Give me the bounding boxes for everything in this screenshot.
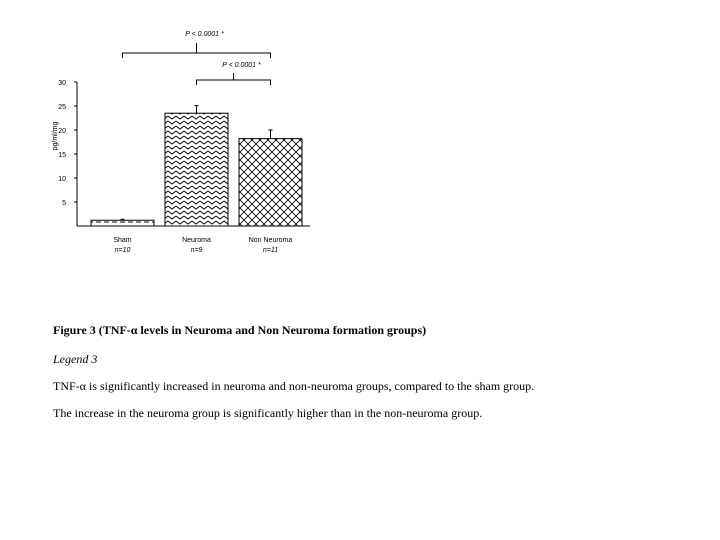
x-category-label: Neuroma <box>182 237 211 244</box>
x-axis-labels <box>113 237 292 254</box>
figure-title: Figure 3 (TNF-α levels in Neuroma and Non Neuroma formation groups) <box>53 323 427 337</box>
y-tick-label: 20 <box>58 128 66 135</box>
y-tick-label: 5 <box>62 200 66 207</box>
significance-bracket <box>197 80 271 85</box>
y-tick-label: 25 <box>58 104 66 111</box>
sample-size-label: n=10 <box>114 247 131 254</box>
sample-size-label: n=9 <box>190 247 203 254</box>
legend-line-1: TNF-α is significantly increased in neuroma and non-neuroma groups, compared to the sham group. <box>53 379 535 393</box>
y-tick-label: 15 <box>58 152 66 159</box>
significance-label: P < 0.0001 * <box>222 62 261 69</box>
legend-heading: Legend 3 <box>53 352 98 366</box>
bar <box>91 220 154 226</box>
significance-brackets <box>123 31 271 85</box>
y-tick-label: 30 <box>58 80 66 87</box>
y-axis-label: pg/ml/mg <box>52 121 59 151</box>
significance-label: P < 0.0001 * <box>185 31 224 38</box>
significance-bracket <box>123 53 271 58</box>
sample-size-label: n=11 <box>262 247 279 254</box>
bars <box>91 106 302 226</box>
bar <box>165 113 228 226</box>
y-tick-label: 10 <box>58 176 66 183</box>
x-category-label: Non Neuroma <box>248 237 293 244</box>
x-category-label: Sham <box>113 237 132 244</box>
legend-line-2: The increase in the neuroma group is significantly higher than in the non-neuroma group. <box>53 406 483 420</box>
bar <box>239 139 302 226</box>
